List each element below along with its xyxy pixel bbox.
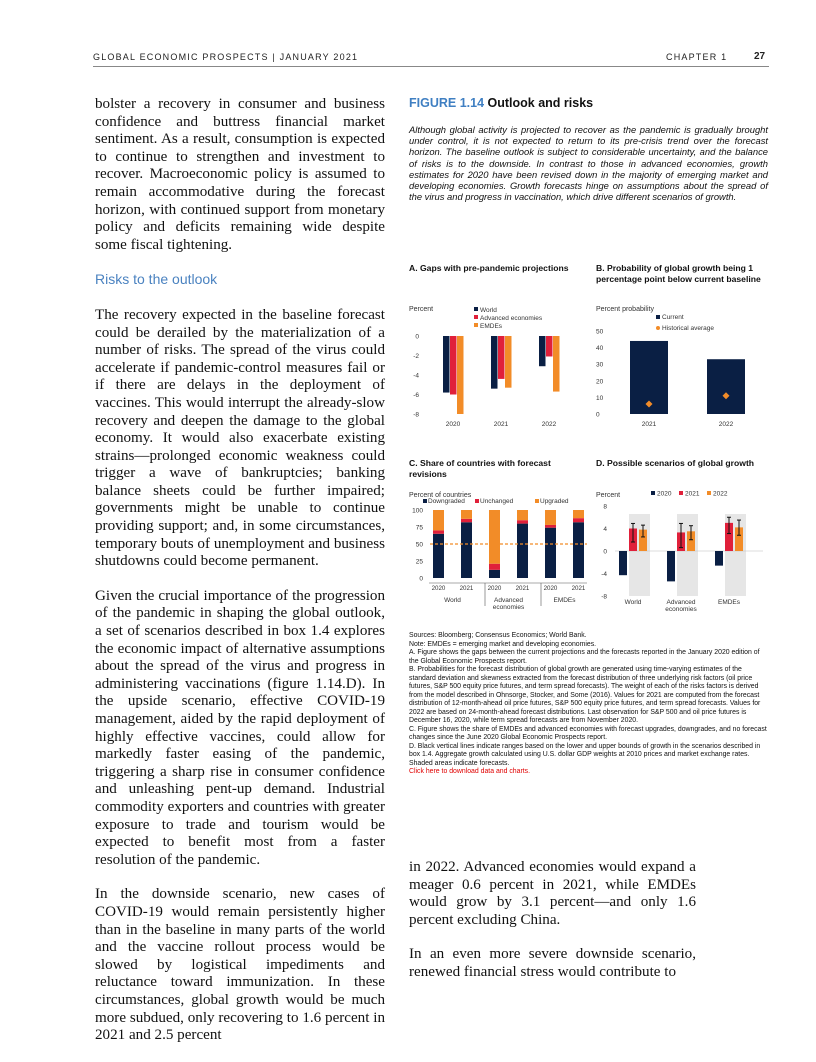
legend-label: Advanced economies: [480, 315, 543, 322]
y-tick-label: 8: [603, 503, 607, 511]
bar-segment: [517, 520, 528, 523]
y-tick-label: 100: [412, 507, 423, 515]
y-tick-label: 4: [603, 526, 607, 533]
y-tick-label: 25: [415, 558, 423, 566]
legend-label: Unchanged: [480, 498, 514, 505]
bar-segment: [517, 510, 528, 520]
y-tick-label: 0: [419, 575, 423, 583]
bar-segment: [461, 519, 472, 522]
legend-label: Upgraded: [540, 498, 569, 505]
forecast-shade: [629, 514, 650, 596]
y-tick-label: 75: [415, 524, 423, 532]
panel-b-title: B. Probability of global growth being 1 percentage point below current baseline: [596, 263, 761, 284]
legend-swatch: [679, 491, 683, 495]
chapter-label: CHAPTER 1: [666, 52, 728, 62]
legend-swatch: [535, 499, 539, 503]
x-tick-label: 2021: [493, 421, 509, 428]
legend-label: Historical average: [662, 325, 715, 332]
bar: [491, 336, 498, 389]
bar: [546, 336, 553, 356]
panel-d-title: D. Possible scenarios of global growth: [596, 458, 755, 468]
x-tick-label: 2020: [431, 585, 446, 592]
paragraph: In an even more severe downside scenario, renewed financial stress would contribute to: [409, 946, 696, 980]
left-column: [95, 96, 385, 1062]
chart-panel-a: [405, 296, 590, 436]
legend-swatch: [651, 491, 655, 495]
legend-label: EMDEs: [480, 323, 503, 330]
bar-segment: [461, 522, 472, 578]
forecast-shade: [677, 514, 698, 596]
y-tick-label: -8: [413, 411, 419, 419]
download-link[interactable]: Click here to download data and charts.: [409, 768, 531, 775]
y-tick-label: 10: [596, 394, 604, 402]
y-tick-label: -8: [601, 593, 607, 601]
y-tick-label: -4: [413, 372, 419, 380]
group-label: World: [444, 597, 461, 604]
figure-description: Although global activity is projected to recover as the pandemic is gradually brought under control, it is not expected to return to its pre-crisis trend over the forecast horizon. The baseline outlook is subject to considerable uncertainty, and the balance of risks is to the downside. In contrast to those in advanced economies, growth estimates for 2020 have been revised down in the majority of emerging market and developing economies. Growth forecasts hinge on assumptions about the spread of the virus and progress in vaccination, which drive different scenarios of growth.: [409, 124, 768, 203]
bar-segment: [517, 524, 528, 578]
bar-segment: [489, 510, 500, 564]
notes-d: D. Black vertical lines indicate ranges based on the lower and upper bounds of growth in the scenarios described in box 1.4. Aggregate growth calculated using U.S. dollar GDP weights at 2010 prices and market exchange rates. Shaded areas indicate forecasts.: [409, 742, 761, 767]
running-header: GLOBAL ECONOMIC PROSPECTS | JANUARY 2021: [93, 52, 359, 62]
x-tick-label: 2020: [487, 585, 502, 592]
x-tick-label: 2021: [515, 585, 530, 592]
bar: [715, 551, 723, 566]
bar-segment: [573, 518, 584, 522]
y-tick-label: 40: [596, 345, 604, 353]
y-tick-label: 0: [596, 411, 600, 419]
notes-b: B. Probabilities for the forecast distribution of global growth are generated using time-varying estimates of the standard deviation and skewness extracted from the forecast distribution of three underlying risk factors (oil price futures, S&P 500 equity price futures, and term spread forecasts). The weight of each of the risks factors is derived from the model described in Ohnsorge, Stocker, and Some (2016). Values for 2021 are computed from the forecast distribution of 12-month-ahead oil price futures, S&P 500 equity price futures, and term spread forecasts. Values for 2022 are based on 24-month-ahead forecast distributions. Last observation for S&P 500 and oil price futures is December 16, 2020, while term spread forecasts are from November 2020.: [409, 666, 761, 724]
y-tick-label: 50: [415, 541, 423, 549]
x-tick-label: 2021: [571, 585, 586, 592]
notes-c: C. Figure shows the share of EMDEs and advanced economies with forecast upgrades, downgrades, and no forecast changes since the June 2020 Global Economic Prospects report.: [409, 725, 767, 741]
x-tick-label: 2021: [459, 585, 474, 592]
panel-c-title: C. Share of countries with forecast revisions: [409, 458, 551, 479]
x-tick-label: 2022: [718, 421, 734, 428]
x-tick-label: 2020: [543, 585, 558, 592]
y-tick-label: -6: [413, 392, 419, 399]
legend-label: Current: [662, 314, 684, 321]
legend-swatch: [423, 499, 427, 503]
legend-swatch: [474, 307, 478, 311]
notes-note: Note: EMDEs = emerging market and developing economies.: [409, 640, 597, 648]
figure-notes: [409, 632, 768, 777]
bar-segment: [573, 510, 584, 518]
bar-segment: [545, 525, 556, 528]
notes-sources: Sources: Bloomberg; Consensus Economics; World Bank.: [409, 632, 587, 639]
paragraph: The recovery expected in the baseline forecast could be derailed by the materialization of a number of risks. The spread of the virus could accelerate if pandemic-control measures fail or if there are delays in the deployment of vaccines. This would interrupt the already-slow recovery and deepen the damage to the global economy. It would also exacerbate existing strains—prolonged economic weakness could trigger a wave of bankruptcies; banking balance sheets could be further impaired; governments might be unable to continue providing support; and, in some circumstances, temporary bouts of unemployment and business shutdowns could become permanent.: [95, 306, 385, 570]
group-label: Advanced: [494, 597, 523, 604]
figure-number: FIGURE 1.14: [409, 96, 485, 110]
header-rule: [93, 66, 769, 67]
figure-heading: Outlook and risks: [487, 96, 594, 110]
bar: [450, 336, 457, 395]
y-axis-label: Percent probability: [596, 306, 654, 313]
chart-panel-b: [593, 296, 773, 436]
bar: [667, 551, 675, 581]
bar-segment: [573, 522, 584, 578]
bar-segment: [433, 510, 444, 530]
bar: [539, 336, 546, 366]
paragraph: bolster a recovery in consumer and business confidence and buttress financial market sentiment. As a result, consumption is expected to continue to strengthen and investment to recover. Macroeconomic policy is assumed to remain accommodative during the forecast horizon, with continued support from monetary policy and deficits remaining wide despite some fiscal tightening.: [95, 96, 385, 253]
y-tick-label: 30: [596, 361, 604, 369]
group-label: economies: [492, 604, 525, 611]
bar: [505, 336, 512, 388]
y-axis-label: Percent of countries: [409, 492, 472, 499]
x-tick-label: 2022: [541, 421, 557, 428]
legend-label: 2022: [713, 490, 728, 498]
bar-segment: [433, 534, 444, 578]
y-tick-label: -4: [601, 571, 607, 578]
bar-segment: [433, 530, 444, 533]
group-label: EMDEs: [553, 597, 576, 604]
bar-segment: [489, 570, 500, 578]
paragraph: in 2022. Advanced economies would expand a meager 0.6 percent in 2021, while EMDEs would grow by 3.1 percent—and only 1.6 percent excluding China.: [409, 859, 696, 928]
bar: [707, 359, 745, 414]
bar: [619, 551, 627, 575]
legend-swatch: [656, 326, 660, 330]
y-tick-label: -2: [413, 353, 419, 360]
y-tick-label: 0: [603, 548, 607, 556]
x-tick-label: 2020: [445, 421, 461, 428]
right-column: [409, 859, 696, 999]
bar: [553, 336, 560, 392]
section-heading: Risks to the outlook: [95, 271, 218, 288]
notes-a: A. Figure shows the gaps between the current projections and the forecasts reported in the January 2020 edition of the Global Economic Prospects report.: [409, 649, 760, 665]
bar: [443, 336, 450, 393]
bar-segment: [545, 528, 556, 578]
bar-segment: [489, 564, 500, 570]
group-label: economies: [665, 606, 697, 613]
bar-segment: [461, 510, 472, 519]
legend-label: 2020: [657, 490, 672, 498]
chart-panel-d: [593, 486, 773, 621]
y-tick-label: 0: [415, 333, 419, 341]
bar: [457, 336, 464, 414]
page-number: 27: [754, 51, 766, 62]
bar-segment: [545, 510, 556, 525]
legend-swatch: [707, 491, 711, 495]
y-axis-label: Percent: [596, 492, 621, 499]
paragraph: Given the crucial importance of the progression of the pandemic in shaping the global outlook, a set of scenarios described in box 1.4 explores the economic impact of alternative assumptions about the spread of the virus and progress in administering vaccinations (figure 1.14.D). In the upside scenario, effective COVID-19 management, aided by the rapid deployment of highly effective vaccines, could allow for markedly faster easing of the pandemic, triggering a sharp rise in consumer confidence and unleashing pent-up demand. Industrial commodity exporters and countries with greater exposure to trade and tourism would be expected to benefit most from a faster resolution of the pandemic.: [95, 587, 385, 868]
group-label: EMDEs: [717, 599, 741, 606]
figure-title: [409, 96, 593, 110]
group-label: Advanced: [666, 599, 696, 606]
legend-swatch: [474, 315, 478, 319]
legend-label: World: [480, 307, 497, 314]
legend-swatch: [656, 315, 660, 319]
bar: [498, 336, 505, 379]
y-tick-label: 20: [596, 378, 604, 386]
legend-swatch: [475, 499, 479, 503]
paragraph: In the downside scenario, new cases of COVID-19 would remain persistently higher than in the baseline in many parts of the world and the vaccine rollout process would be slowed by logistical impediments and reluctance toward immunization. In these circumstances, global growth would be much more subdued, only recovering to 1.6 percent in 2021 and 2.5 percent: [95, 886, 385, 1044]
panel-a-title: A. Gaps with pre-pandemic projections: [409, 263, 569, 273]
group-label: World: [624, 599, 642, 606]
legend-label: Downgraded: [428, 498, 465, 505]
y-axis-label: Percent: [409, 306, 434, 313]
legend-label: 2021: [685, 490, 700, 498]
y-tick-label: 50: [596, 328, 604, 336]
x-tick-label: 2021: [641, 421, 657, 428]
legend-swatch: [474, 323, 478, 327]
chart-panel-c: [405, 486, 590, 621]
